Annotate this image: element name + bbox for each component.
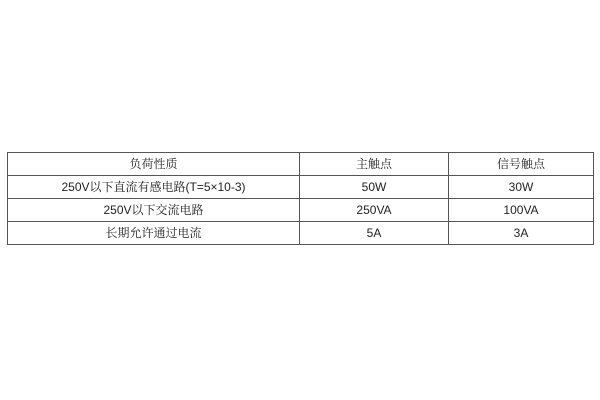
table-header-row [8,153,594,176]
cell-load-continuous-current: 长期允许通过电流 [8,222,300,245]
cell-load-dc-inductive: 250V以下直流有感电路(T=5×10-3) [8,176,300,199]
header-load-nature: 负荷性质 [8,153,300,176]
header-signal-contact: 信号触点 [449,153,594,176]
header-main-contact: 主触点 [300,153,449,176]
table-row-ac-circuit [8,199,594,222]
cell-main-contact-dc: 50W [300,176,449,199]
cell-load-ac-circuit: 250V以下交流电路 [8,199,300,222]
cell-main-contact-ac: 250VA [300,199,449,222]
contact-load-rating-table [7,152,594,245]
cell-signal-contact-dc: 30W [449,176,594,199]
cell-main-contact-current: 5A [300,222,449,245]
cell-signal-contact-ac: 100VA [449,199,594,222]
cell-signal-contact-current: 3A [449,222,594,245]
table-row-continuous-current [8,222,594,245]
table-row-dc-inductive [8,176,594,199]
